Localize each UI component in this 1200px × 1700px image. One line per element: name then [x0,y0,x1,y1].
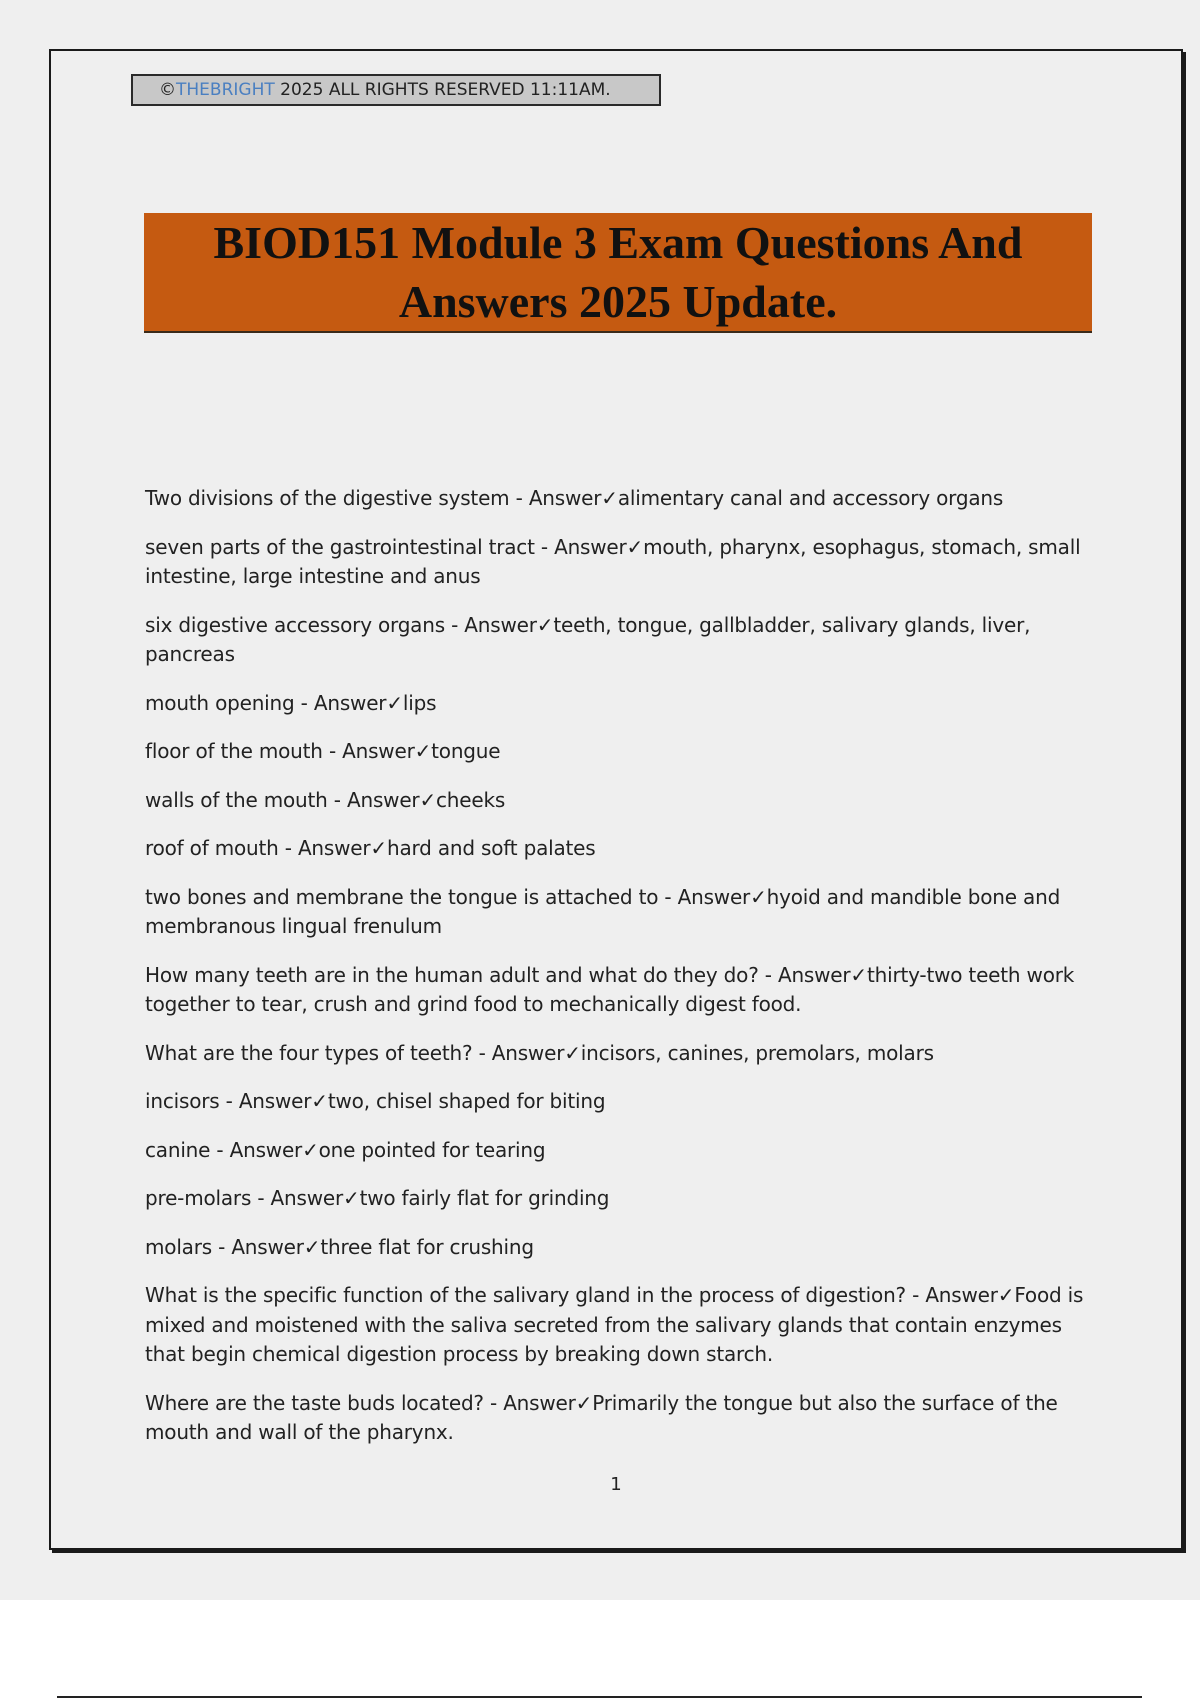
qa-item: two bones and membrane the tongue is attached to - Answer✓hyoid and mandible bone and membranous lingual frenulum [145,884,1061,938]
qa-item: pre-molars - Answer✓two fairly flat for grinding [145,1186,610,1210]
answer-marker: Answer✓ [231,1234,321,1259]
qa-item: What are the four types of teeth? - Answer✓incisors, canines, premolars, molars [145,1040,934,1065]
question: What is the specific function of the salivary gland in the process of digestion? [145,1283,906,1307]
question: two bones and membrane the tongue is attached to [145,884,659,909]
answer: two fairly flat for grinding [359,1186,610,1210]
answer-marker: Answer✓ [342,739,432,763]
answer-marker: Answer✓ [346,787,437,812]
answer-marker: Answer✓ [238,1089,328,1113]
brand-name: THEBRIGHT [176,80,275,100]
answer-marker: Answer✓ [464,612,554,637]
answer: alimentary canal and accessory organs [617,486,1004,510]
answer-marker: Answer✓ [528,486,618,510]
answer: three flat for crushing [320,1234,534,1259]
copyright-header [131,74,661,106]
question: floor of the mouth [145,739,323,763]
answer: cheeks [436,787,506,812]
qa-list [145,484,1100,1467]
document-page [49,49,1183,1550]
qa-item: seven parts of the gastrointestinal tract - Answer✓mouth, pharynx, esophagus, stomach, small intestine, large intestine and anus [145,534,1081,588]
answer: hard and soft palates [386,836,596,860]
copyright-symbol: © [159,80,176,100]
question: seven parts of the gastrointestinal tract [145,534,535,559]
question: Two divisions of the digestive system [145,486,510,510]
qa-item: walls of the mouth - Answer✓cheeks [145,787,506,812]
next-page-top-rule [57,1696,1142,1698]
question: incisors [145,1089,220,1113]
answer: tongue [431,739,501,763]
answer-marker: Answer✓ [554,534,644,559]
title-line-1: BIOD151 Module 3 Exam Questions And [213,217,1023,268]
answer-marker: Answer✓ [925,1283,1015,1307]
rights-text: 2025 ALL RIGHTS RESERVED 11:11AM. [274,80,611,100]
answer-marker: Answer✓ [677,884,767,909]
answer: hyoid and mandible bone and membranous lingual frenulum [145,884,1061,938]
answer: teeth, tongue, gallbladder, salivary glands, liver, pancreas [145,612,1031,666]
qa-item: canine - Answer✓one pointed for tearing [145,1137,546,1162]
qa-item: six digestive accessory organs - Answer✓teeth, tongue, gallbladder, salivary glands, liver, pancreas [145,612,1031,666]
question: six digestive accessory organs [145,612,445,637]
answer: one pointed for tearing [318,1137,546,1162]
question: molars [145,1234,212,1259]
qa-item: roof of mouth - Answer✓hard and soft palates [145,836,596,860]
qa-item: Two divisions of the digestive system - Answer✓alimentary canal and accessory organs [145,486,1004,510]
answer-marker: Answer✓ [297,836,387,860]
answer: incisors, canines, premolars, molars [580,1040,934,1065]
answer-marker: Answer✓ [491,1040,581,1065]
answer: Food is mixed and moistened with the saliva secreted from the salivary glands that contain enzymes that begin chemical digestion process by breaking down starch. [145,1283,1084,1366]
title-banner [144,213,1092,333]
page-number: 1 [610,1474,622,1495]
question: pre-molars [145,1186,252,1210]
answer-marker: Answer✓ [313,690,403,715]
qa-item: floor of the mouth - Answer✓tongue [145,739,501,763]
answer-marker: Answer✓ [503,1390,593,1415]
qa-item: mouth opening - Answer✓lips [145,690,437,715]
qa-item: incisors - Answer✓two, chisel shaped for biting [145,1089,606,1113]
question: canine [145,1137,211,1162]
answer-marker: Answer✓ [777,962,867,987]
question: How many teeth are in the human adult and what do they do? [145,962,759,987]
answer: Primarily the tongue but also the surface of the mouth and wall of the pharynx. [145,1390,1058,1444]
question: Where are the taste buds located? [145,1390,484,1415]
question: What are the four types of teeth? [145,1040,473,1065]
answer: lips [402,690,437,715]
question: mouth opening [145,690,295,715]
title-line-2: Answers 2025 Update. [398,276,838,327]
question: roof of mouth [145,836,279,860]
answer-marker: Answer✓ [270,1186,360,1210]
answer: mouth, pharynx, esophagus, stomach, small intestine, large intestine and anus [145,534,1081,588]
qa-item: How many teeth are in the human adult and what do they do? - Answer✓thirty-two teeth work together to tear, crush and grind food to mechanically digest food. [145,962,1075,1016]
qa-item: What is the specific function of the salivary gland in the process of digestion? - Answer✓Food is mixed and moistened with the saliva secreted from the salivary glands that contain enzymes that begin chemical digestion process by breaking down starch. [145,1283,1084,1366]
qa-item: molars - Answer✓three flat for crushing [145,1234,534,1259]
answer: thirty-two teeth work together to tear, crush and grind food to mechanically digest food. [145,962,1075,1016]
answer: two, chisel shaped for biting [327,1089,606,1113]
question: walls of the mouth [145,787,328,812]
answer-marker: Answer✓ [229,1137,319,1162]
qa-item: Where are the taste buds located? - Answer✓Primarily the tongue but also the surface of the mouth and wall of the pharynx. [145,1390,1058,1444]
document-title [194,213,1043,331]
